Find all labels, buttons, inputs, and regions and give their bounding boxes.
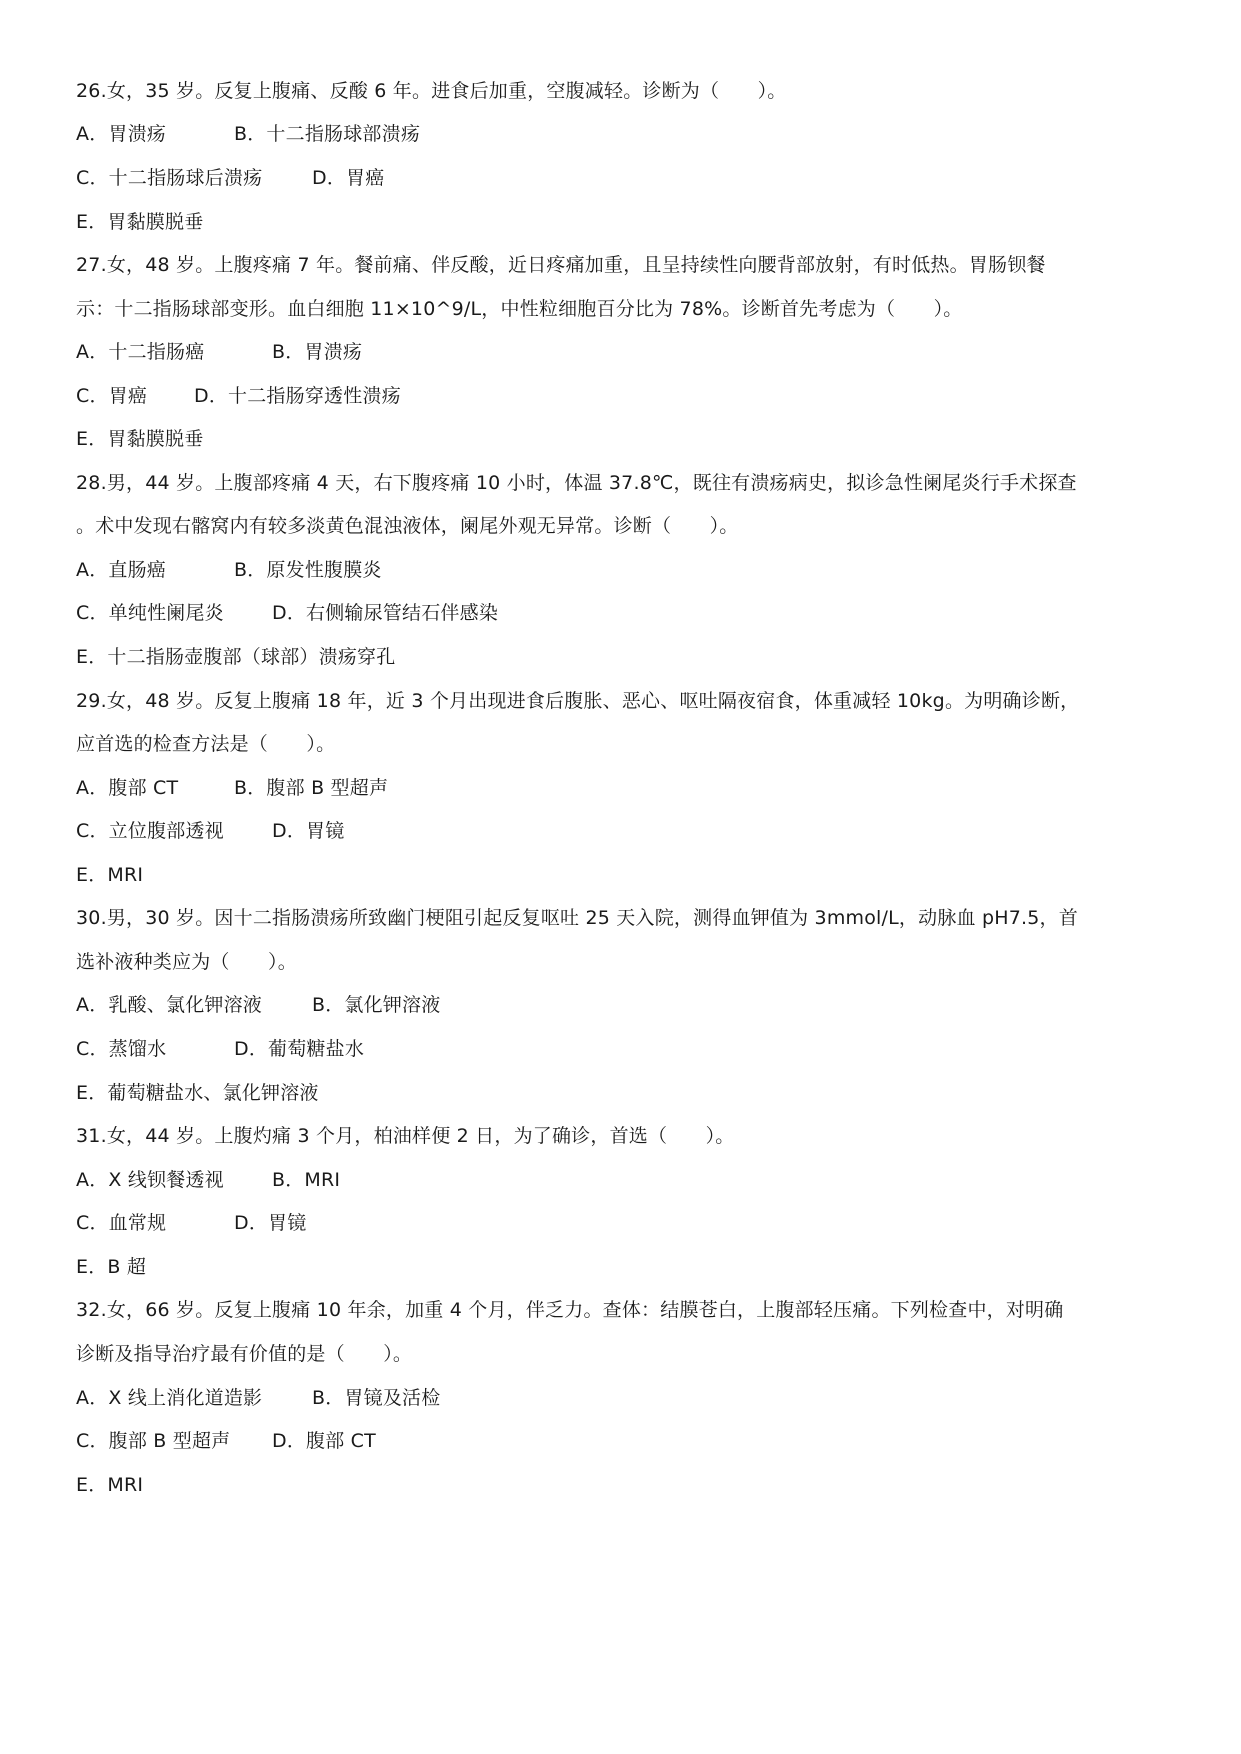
- option-b: B．胃溃疡: [272, 341, 363, 363]
- option-c: C．蒸馏水: [76, 1038, 167, 1060]
- option-e: E．MRI: [76, 864, 144, 886]
- question-29-row-3: [76, 863, 1176, 887]
- question-30-row-3: [76, 1081, 1176, 1105]
- option-a: A．X 线上消化道造影: [76, 1387, 263, 1409]
- question-26-row-3: [76, 210, 1176, 234]
- question-29-stem-line-2: 应首选的检查方法是（ ）。: [76, 733, 336, 755]
- option-e: E．B 超: [76, 1256, 147, 1278]
- question-27-stem-line-2: 示：十二指肠球部变形。血白细胞 11×10^9/L，中性粒细胞百分比为 78%。诊断首先考虑为（ ）。: [76, 298, 963, 320]
- question-31-row-3: [76, 1255, 1176, 1279]
- option-e: E．胃黏膜脱垂: [76, 211, 204, 233]
- question-32-stem-line-2: 诊断及指导治疗最有价值的是（ ）。: [76, 1343, 413, 1365]
- question-28-row-3: [76, 645, 1176, 669]
- question-31-row-1: [76, 1168, 1176, 1192]
- question-28-row-1: [76, 558, 1176, 582]
- question-32-stem-line-1: 32.女，66 岁。反复上腹痛 10 年余，加重 4 个月，伴乏力。查体：结膜苍白，上腹部轻压痛。下列检查中，对明确: [76, 1299, 1064, 1321]
- option-b: B．十二指肠球部溃疡: [234, 123, 421, 145]
- question-27-row-2: [76, 384, 1176, 408]
- question-32-row-1: [76, 1386, 1176, 1410]
- question-29-row-1: [76, 776, 1176, 800]
- option-e: E．胃黏膜脱垂: [76, 428, 204, 450]
- option-e: E．葡萄糖盐水、氯化钾溶液: [76, 1082, 319, 1104]
- question-27-row-3: [76, 427, 1176, 451]
- question-31-row-2: [76, 1211, 1176, 1235]
- option-c: C．十二指肠球后溃疡: [76, 167, 263, 189]
- option-a: A．乳酸、氯化钾溶液: [76, 994, 262, 1016]
- question-28-stem-line-1: 28.男，44 岁。上腹部疼痛 4 天，右下腹疼痛 10 小时，体温 37.8℃，既往有溃疡病史，拟诊急性阑尾炎行手术探查: [76, 472, 1077, 494]
- question-28-stem-line-2: 。术中发现右髂窝内有较多淡黄色混浊液体，阑尾外观无异常。诊断（ ）。: [76, 515, 739, 537]
- question-27-stem-line-1: 27.女，48 岁。上腹疼痛 7 年。餐前痛、伴反酸，近日疼痛加重，且呈持续性向腰背部放射，有时低热。胃肠钡餐: [76, 254, 1046, 276]
- question-30-stem-line-2: 选补液种类应为（ ）。: [76, 951, 297, 973]
- question-30-stem-line-1: 30.男，30 岁。因十二指肠溃疡所致幽门梗阻引起反复呕吐 25 天入院，测得血钾值为 3mmol/L，动脉血 pH7.5，首: [76, 907, 1078, 929]
- option-a: A．直肠癌: [76, 559, 166, 581]
- question-26-row-1: [76, 122, 1176, 146]
- question-29-row-2: [76, 819, 1176, 843]
- option-a: A．X 线钡餐透视: [76, 1169, 224, 1191]
- question-32-row-2: [76, 1429, 1176, 1453]
- option-d: D．胃癌: [312, 167, 385, 189]
- option-c: C．单纯性阑尾炎: [76, 602, 224, 624]
- question-27-row-1: [76, 340, 1176, 364]
- question-29-stem-line-1: 29.女，48 岁。反复上腹痛 18 年，近 3 个月出现进食后腹胀、恶心、呕吐隔夜宿食，体重减轻 10kg。为明确诊断，: [76, 690, 1080, 712]
- option-b: B．胃镜及活检: [312, 1387, 441, 1409]
- option-a: A．腹部 CT: [76, 777, 179, 799]
- option-b: B．MRI: [272, 1169, 341, 1191]
- option-d: D．十二指肠穿透性溃疡: [194, 385, 401, 407]
- option-c: C．立位腹部透视: [76, 820, 224, 842]
- question-26-row-2: [76, 166, 1176, 190]
- question-32-row-3: [76, 1473, 1176, 1497]
- question-31-stem: 31.女，44 岁。上腹灼痛 3 个月，柏油样便 2 日，为了确诊，首选（ ）。: [76, 1125, 735, 1147]
- option-e: E．MRI: [76, 1474, 144, 1496]
- question-28-row-2: [76, 601, 1176, 625]
- option-c: C．胃癌: [76, 385, 148, 407]
- option-a: A．胃溃疡: [76, 123, 166, 145]
- option-c: C．腹部 B 型超声: [76, 1430, 231, 1452]
- option-a: A．十二指肠癌: [76, 341, 205, 363]
- option-d: D．右侧输尿管结石伴感染: [272, 602, 499, 624]
- option-b: B．腹部 B 型超声: [234, 777, 389, 799]
- option-d: D．胃镜: [272, 820, 345, 842]
- option-d: D．葡萄糖盐水: [234, 1038, 365, 1060]
- question-30-row-1: [76, 993, 1176, 1017]
- option-d: D．胃镜: [234, 1212, 307, 1234]
- option-d: D．腹部 CT: [272, 1430, 376, 1452]
- option-b: B．原发性腹膜炎: [234, 559, 382, 581]
- question-26-stem: 26.女，35 岁。反复上腹痛、反酸 6 年。进食后加重，空腹减轻。诊断为（ ）。: [76, 80, 787, 102]
- option-c: C．血常规: [76, 1212, 167, 1234]
- option-b: B．氯化钾溶液: [312, 994, 441, 1016]
- option-e: E．十二指肠壶腹部（球部）溃疡穿孔: [76, 646, 396, 668]
- question-30-row-2: [76, 1037, 1176, 1061]
